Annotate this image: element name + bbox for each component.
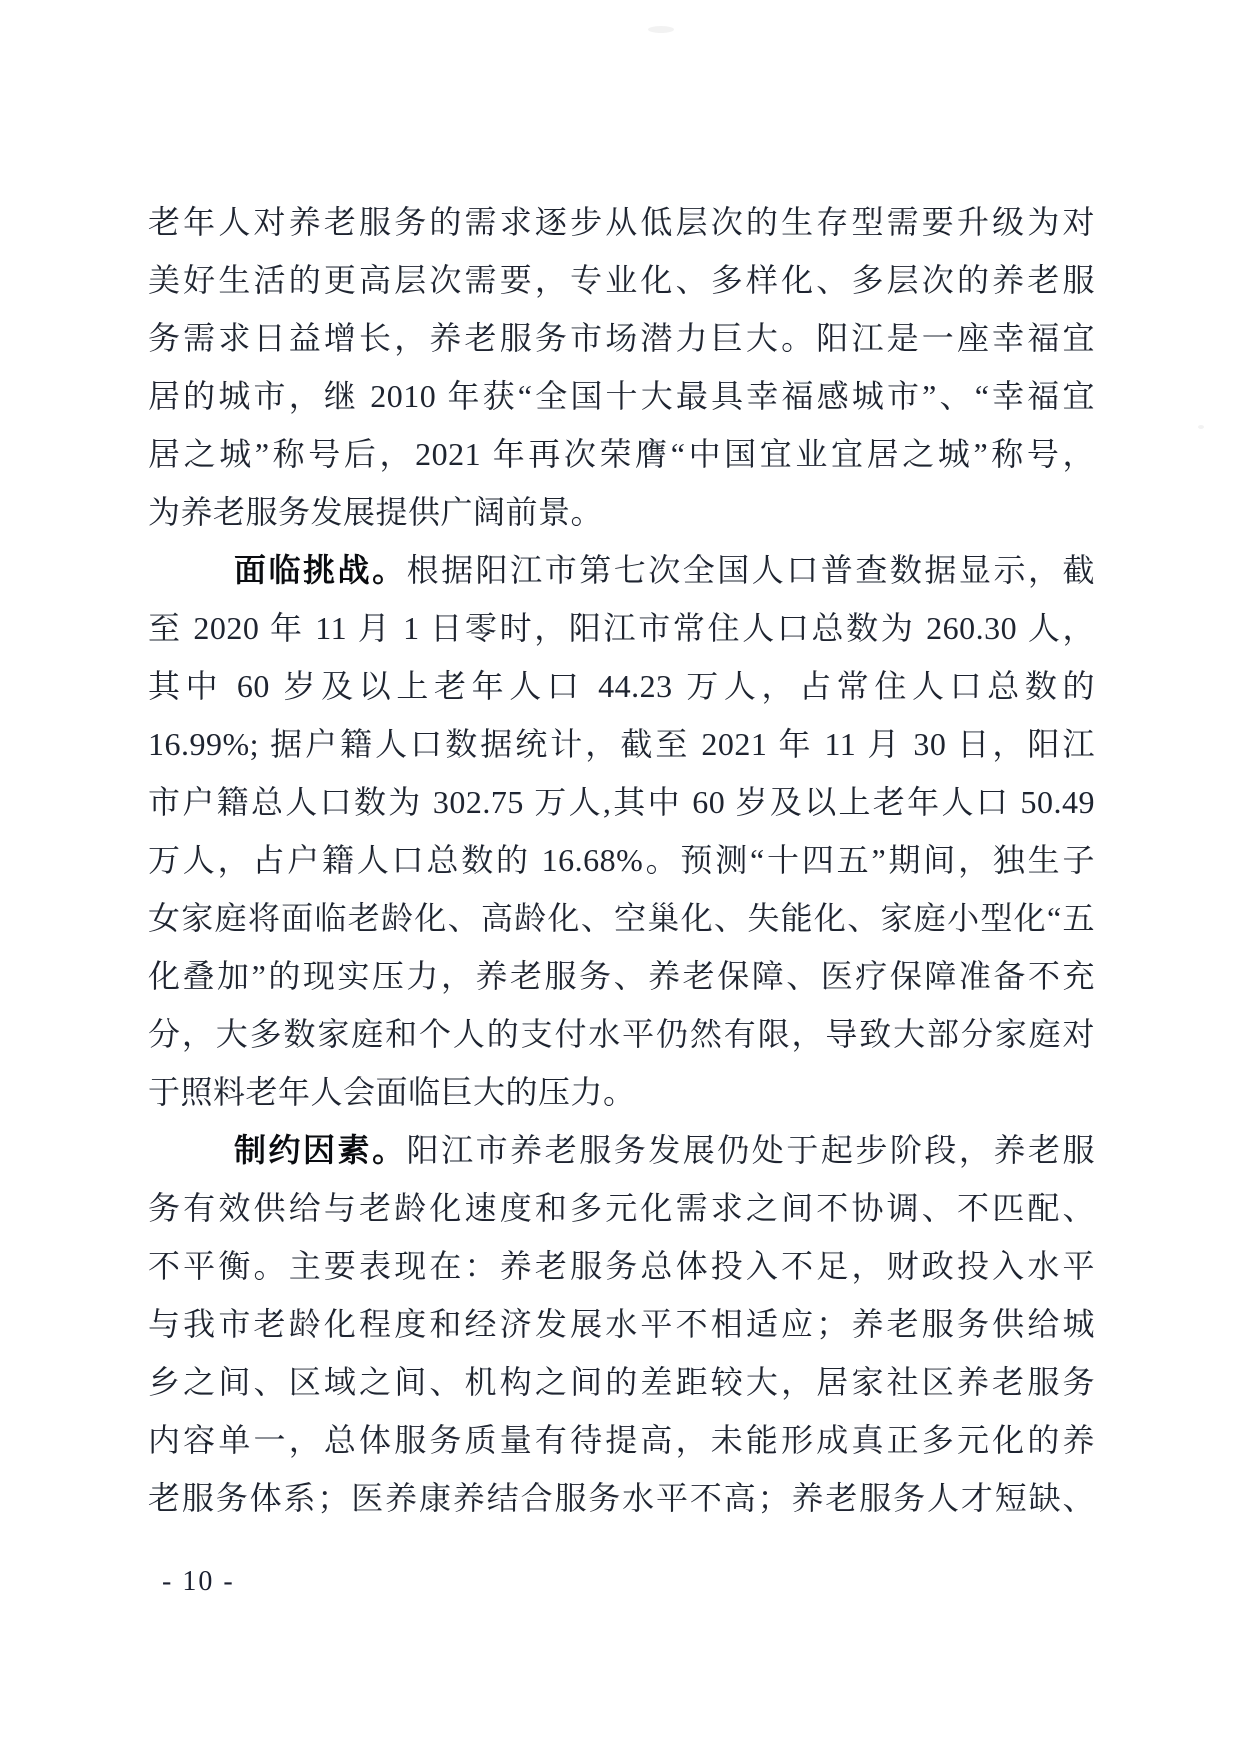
line-text: 根据阳江市第七次全国人口普查数据显示，截	[406, 552, 1095, 588]
line-text: 老年人对养老服务的需求逐步从低层次的生存型需要升级为对	[148, 204, 1095, 240]
text-line	[148, 1353, 1095, 1411]
line-text: 与我市老龄化程度和经济发展水平不相适应；养老服务供给城	[148, 1306, 1095, 1342]
text-line	[148, 947, 1095, 1005]
page-number: - 10 -	[162, 1566, 235, 1597]
text-line	[148, 889, 1095, 947]
line-text: 务需求日益增长，养老服务市场潜力巨大。阳江是一座幸福宜	[148, 320, 1095, 356]
line-text: 女家庭将面临老龄化、高龄化、空巢化、失能化、家庭小型化“五	[148, 900, 1095, 936]
paragraph-lead-bold: 制约因素。	[234, 1132, 407, 1168]
scan-artifact	[648, 26, 674, 33]
text-line	[148, 367, 1095, 425]
text-line	[148, 1469, 1095, 1527]
text-line	[148, 1411, 1095, 1469]
line-text: 至 2020 年 11 月 1 日零时，阳江市常住人口总数为 260.30 人，	[148, 610, 1095, 646]
text-line	[148, 657, 1095, 715]
line-text: 市户籍总人口数为 302.75 万人,其中 60 岁及以上老年人口 50.49	[148, 784, 1095, 820]
body-text	[148, 193, 1095, 1527]
text-line	[148, 715, 1095, 773]
line-text: 16.99%; 据户籍人口数据统计，截至 2021 年 11 月 30 日，阳江	[148, 726, 1095, 762]
text-line	[148, 1295, 1095, 1353]
line-text: 乡之间、区域之间、机构之间的差距较大，居家社区养老服务	[148, 1364, 1095, 1400]
text-line	[148, 1005, 1095, 1063]
line-text: 务有效供给与老龄化速度和多元化需求之间不协调、不匹配、	[148, 1190, 1095, 1226]
line-text: 居之城”称号后，2021 年再次荣膺“中国宜业宜居之城”称号，	[148, 436, 1095, 472]
text-line	[148, 1121, 1095, 1179]
line-text: 万人，占户籍人口总数的 16.68%。预测“十四五”期间，独生子	[148, 842, 1095, 878]
line-text: 阳江市养老服务发展仍处于起步阶段，养老服	[406, 1132, 1095, 1168]
text-line	[148, 599, 1095, 657]
line-text: 不平衡。主要表现在：养老服务总体投入不足，财政投入水平	[148, 1248, 1095, 1284]
text-line	[148, 831, 1095, 889]
text-line	[148, 1063, 1095, 1121]
line-text: 其中 60 岁及以上老年人口 44.23 万人，占常住人口总数的	[148, 668, 1095, 704]
text-line	[148, 309, 1095, 367]
text-line	[148, 1179, 1095, 1237]
text-line	[148, 773, 1095, 831]
scan-artifact	[1198, 425, 1204, 429]
text-line	[148, 1237, 1095, 1295]
text-line	[148, 251, 1095, 309]
line-text: 美好生活的更高层次需要，专业化、多样化、多层次的养老服	[148, 262, 1095, 298]
paragraph-lead-bold: 面临挑战。	[234, 552, 407, 588]
line-text: 老服务体系；医养康养结合服务水平不高；养老服务人才短缺、	[148, 1480, 1095, 1516]
text-line	[148, 193, 1095, 251]
text-line	[148, 425, 1095, 483]
line-text: 为养老服务发展提供广阔前景。	[148, 494, 604, 530]
line-text: 内容单一，总体服务质量有待提高，未能形成真正多元化的养	[148, 1422, 1095, 1458]
line-text: 居的城市，继 2010 年获“全国十大最具幸福感城市”、“幸福宜	[148, 378, 1095, 414]
text-line	[148, 541, 1095, 599]
line-text: 分，大多数家庭和个人的支付水平仍然有限，导致大部分家庭对	[148, 1016, 1095, 1052]
line-text: 于照料老年人会面临巨大的压力。	[148, 1074, 636, 1110]
text-line	[148, 483, 1095, 541]
line-text: 化叠加”的现实压力，养老服务、养老保障、医疗保障准备不充	[148, 958, 1095, 994]
